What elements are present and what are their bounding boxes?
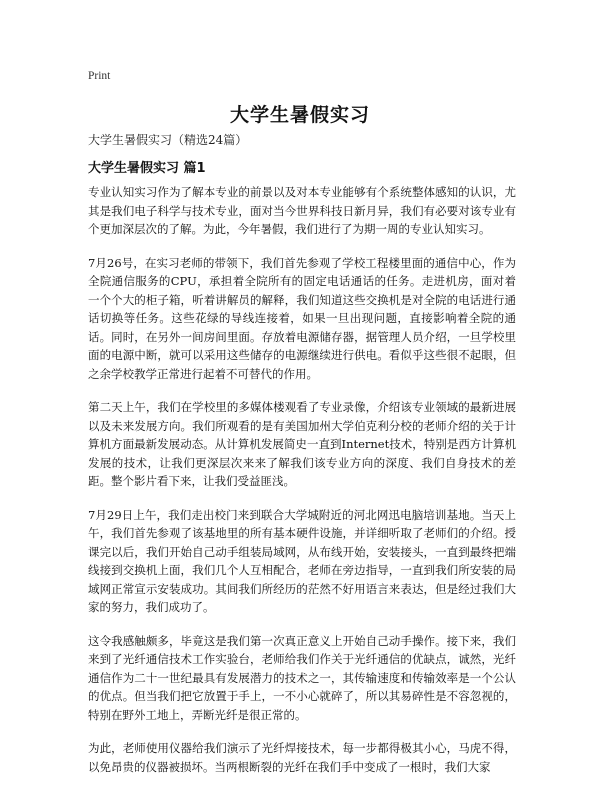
paragraph: 第二天上午，我们在学校里的多媒体楼观看了专业录像，介绍该专业领域的最新进展以及未来发展方向。我们所观看的是有美国加州大学伯克利分校的老师介绍的关于计算机方面最新发展动态。从计算机发展简史一直到Internet技术，特别是西方计算机发展的技术，让我们更深层次来来了解我们该专业方向的深度、我们自身技术的差距。整个影片看下来，让我们受益匪浅。 <box>88 400 516 488</box>
section-heading: 大学生暑假实习 篇1 <box>88 161 206 176</box>
paragraph: 7月26号，在实习老师的带领下，我们首先参观了学校工程楼里面的通信中心，作为全院通信服务的CPU，承担着全院所有的固定电话通话的任务。走进机房，面对着一个个大的柜子箱，听着讲解员的解释，我们知道这些交换机是对全院的电话进行通话切换等任务。这些花绿的导线连接着，如果一旦出现问题，直接影响着全院的通话。同时，在另外一间房间里面。存放着电源储存器，据管理人员介绍，一旦学校里面的电源中断，就可以采用这些储存的电源继续进行供电。看似乎这些很不起眼，但之余学校教学正常进行起着不可替代的作用。 <box>88 255 516 381</box>
document-title: 大学生暑假实习 <box>229 104 370 126</box>
paragraph: 专业认知实习作为了解本专业的前景以及对本专业能够有个系统整体感知的认识，尤其是我们电子科学与技术专业，面对当今世界科技日新月异，我们有必要对该专业有个更加深层次的了解。为此，今年暑假，我们进行了为期一周的专业认知实习。 <box>88 185 516 236</box>
article-body <box>88 183 516 791</box>
paragraph: 7月29日上午，我们走出校门来到联合大学城附近的河北网迅电脑培训基地。当天上午，我们首先参观了该基地里的所有基本硬件设施，并详细听取了老师们的介绍。授课完以后，我们开始自己动手组装局域网，从布线开始，安装接头，一直到最终把端线接到交换机上面，我们几个人互相配合，老师在旁边指导，一直到我们所安装的局域网正常宣示安装成功。其间我们所经历的茫然不好用语言来表达，但是经过我们大家的努力，我们成功了。 <box>88 507 516 614</box>
print-link[interactable]: Print <box>88 70 111 82</box>
document-subtitle: 大学生暑假实习（精选24篇） <box>88 133 248 147</box>
paragraph: 为此，老师使用仪器给我们演示了光纤焊接技术，每一步都得极其小心，马虎不得，以免昂贵的仪器被损坏。当两根断裂的光纤在我们手中变成了一根时，我们大家 <box>88 741 516 774</box>
paragraph: 这令我感触颇多，毕竟这是我们第一次真正意义上开始自己动手操作。接下来，我们来到了光纤通信技术工作实验台，老师给我们作关于光纤通信的优缺点，诚然，光纤通信作为二十一世纪最具有发展潜力的技术之一，其传输速度和传输效率是一个公认的优点。但当我们把它放置于手上，一不小心就碎了，所以其易碎性是不容忽视的，特别在野外工地上，弄断光纤是很正常的。 <box>88 633 516 722</box>
